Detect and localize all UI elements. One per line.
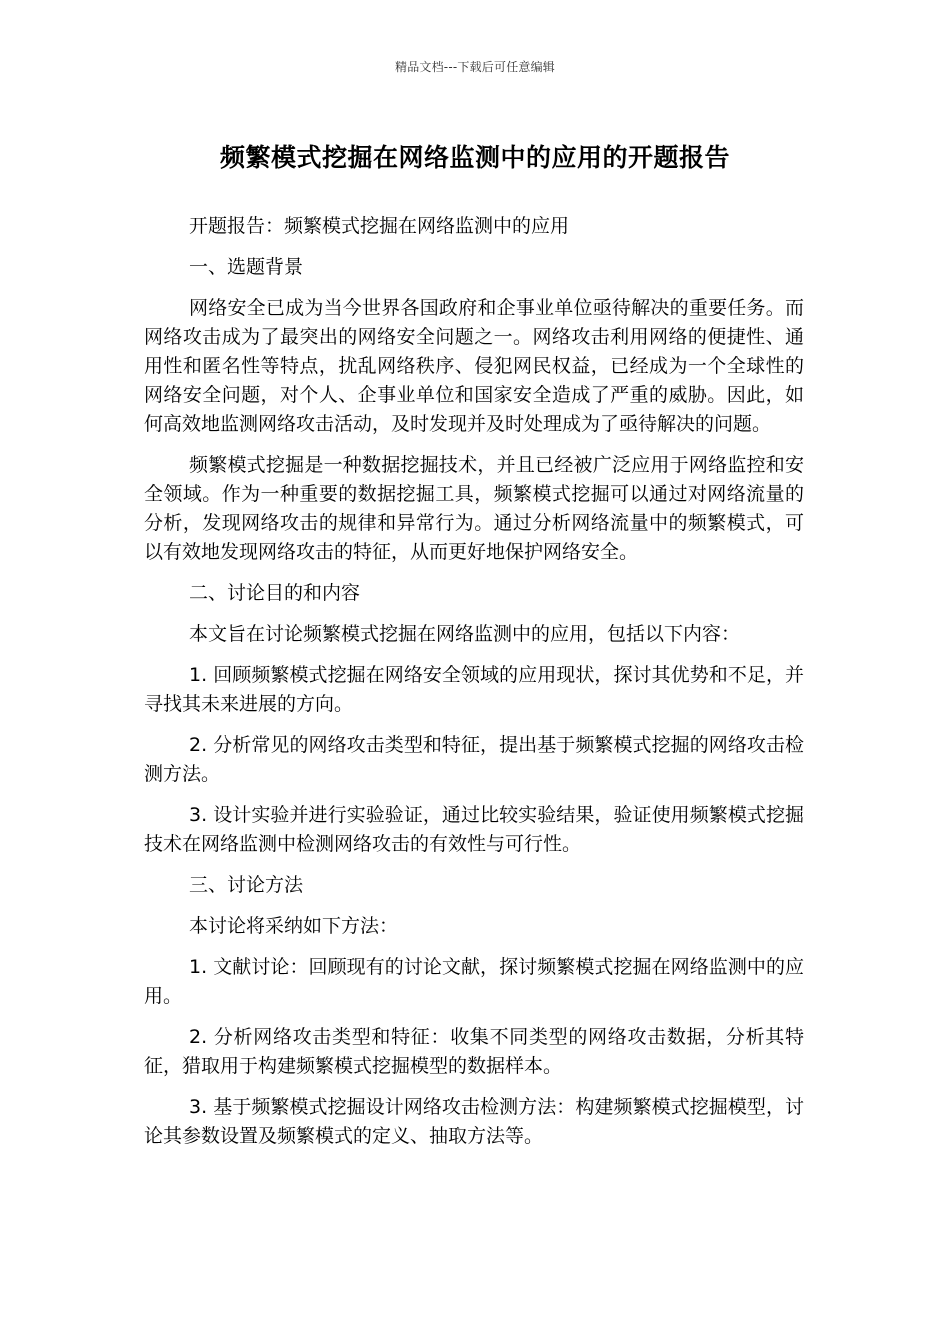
paragraph-methods-intro: 本讨论将采纳如下方法： bbox=[189, 915, 399, 937]
paragraph-background-1: 网络安全已成为当今世界各国政府和企事业单位亟待解决的重要任务。而网络攻击成为了最突出的网络安全问题之一。网络攻击利用网络的便捷性、通用性和匿名性等特点，扰乱网络秩序、侵犯网民权益，已经成为一个全球性的网络安全问题，对个人、企事业单位和国家安全造成了严重的威胁。因此，如何高效地监测网络攻击活动，及时发现并及时处理成为了亟待解决的问题。 bbox=[144, 297, 804, 435]
section-heading-purpose: 二、讨论目的和内容 bbox=[189, 582, 361, 604]
list-item-method-1: 1. 文献讨论：回顾现有的讨论文献，探讨频繁模式挖掘在网络监测中的应用。 bbox=[144, 956, 804, 1007]
section-heading-background: 一、选题背景 bbox=[189, 256, 304, 278]
list-item-method-2: 2. 分析网络攻击类型和特征：收集不同类型的网络攻击数据，分析其特征，猎取用于构建频繁模式挖掘模型的数据样本。 bbox=[144, 1026, 804, 1077]
header-note: 精品文档---下载后可任意编辑 bbox=[395, 60, 555, 74]
list-item-purpose-2: 2. 分析常见的网络攻击类型和特征，提出基于频繁模式挖掘的网络攻击检测方法。 bbox=[144, 734, 804, 785]
document-body bbox=[144, 212, 804, 1163]
section-heading-methods: 三、讨论方法 bbox=[189, 874, 304, 896]
paragraph-purpose-intro: 本文旨在讨论频繁模式挖掘在网络监测中的应用，包括以下内容： bbox=[189, 623, 741, 645]
report-subject-line: 开题报告：频繁模式挖掘在网络监测中的应用 bbox=[189, 215, 570, 237]
paragraph-background-2: 频繁模式挖掘是一种数据挖掘技术，并且已经被广泛应用于网络监控和安全领域。作为一种重要的数据挖掘工具，频繁模式挖掘可以通过对网络流量的分析，发现网络攻击的规律和异常行为。通过分析网络流量中的频繁模式，可以有效地发现网络攻击的特征，从而更好地保护网络安全。 bbox=[144, 454, 804, 563]
list-item-purpose-3: 3. 设计实验并进行实验验证，通过比较实验结果，验证使用频繁模式挖掘技术在网络监测中检测网络攻击的有效性与可行性。 bbox=[144, 804, 804, 855]
list-item-purpose-1: 1. 回顾频繁模式挖掘在网络安全领域的应用现状，探讨其优势和不足，并寻找其未来进展的方向。 bbox=[144, 664, 804, 715]
document-title: 频繁模式挖掘在网络监测中的应用的开题报告 bbox=[219, 143, 730, 172]
list-item-method-3: 3. 基于频繁模式挖掘设计网络攻击检测方法：构建频繁模式挖掘模型，讨论其参数设置及频繁模式的定义、抽取方法等。 bbox=[144, 1096, 804, 1147]
